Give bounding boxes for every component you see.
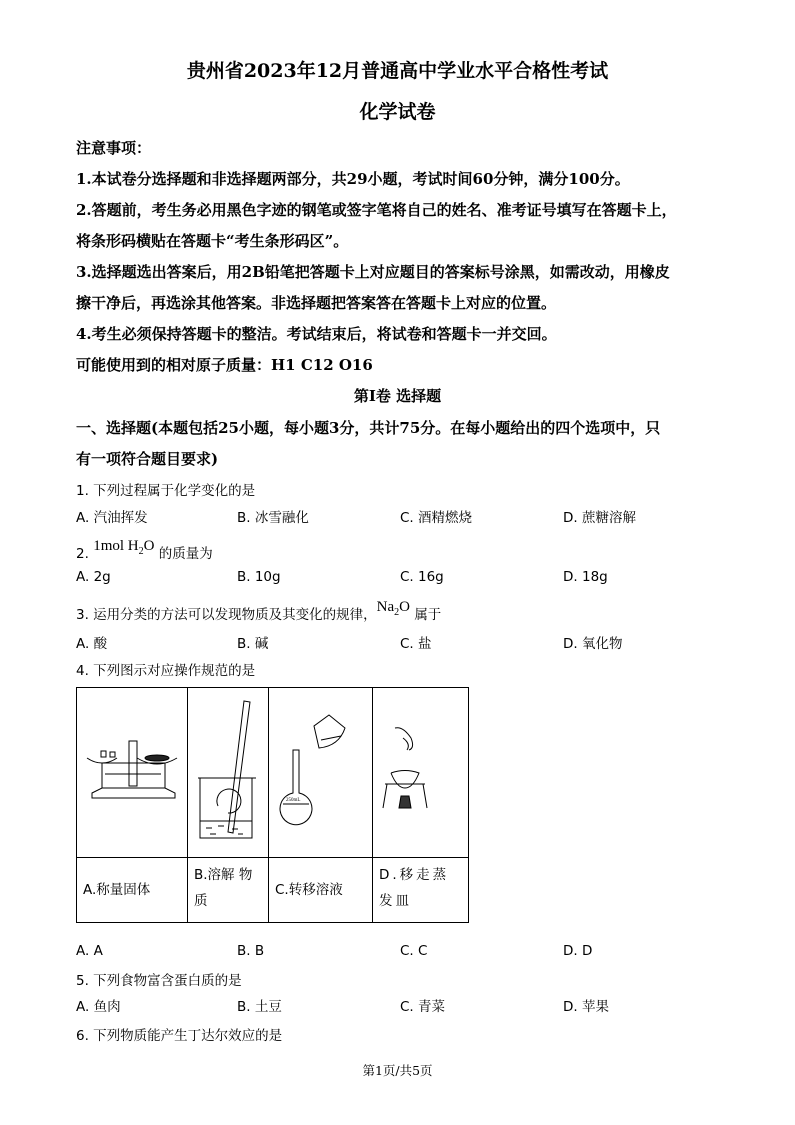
question-3-stem [76, 599, 442, 626]
option: A. 2g [76, 569, 111, 585]
option: A. 汽油挥发 [76, 510, 148, 526]
formula-part: 1mol H [93, 538, 139, 554]
formula-part: O [143, 538, 155, 554]
part-heading: 有一项符合题目要求) [76, 450, 219, 468]
notice-line: 擦干净后，再选涂其他答案。非选择题把答案答在答题卡上对应的位置。 [76, 294, 557, 312]
question-5-stem: 5. 下列食物富含蛋白质的是 [76, 973, 242, 989]
option: C. 16g [400, 569, 444, 585]
question-4-stem: 4. 下列图示对应操作规范的是 [76, 663, 256, 679]
formula-part: O [399, 599, 411, 615]
caption-d: D.移走蒸发皿 [373, 858, 469, 923]
stem-text: 属于 [414, 607, 442, 623]
question-6-stem: 6. 下列物质能产生丁达尔效应的是 [76, 1028, 283, 1044]
option: B. 碱 [237, 636, 269, 652]
option: D. 氧化物 [563, 636, 623, 652]
notice-line: 将条形码横贴在答题卡“考生条形码区”。 [76, 232, 349, 250]
formula [93, 538, 155, 557]
caption-a: A.称量固体 [77, 858, 188, 923]
option: A. A [76, 943, 103, 959]
beaker-stir-icon [188, 688, 268, 853]
beaker-figure [188, 688, 269, 858]
option: D. 苹果 [563, 999, 609, 1015]
stem-text: 的质量为 [158, 546, 213, 562]
atomic-mass-line: 可能使用到的相对原子质量：H1 C12 O16 [76, 356, 373, 374]
balance-figure [77, 688, 188, 858]
question-2-stem [76, 538, 213, 565]
option: B. 冰雪融化 [237, 510, 309, 526]
formula [376, 599, 411, 618]
option: D. D [563, 943, 593, 959]
exam-title: 贵州省2023年12月普通高中学业水平合格性考试 [186, 60, 609, 82]
notice-line: 1.本试卷分选择题和非选择题两部分，共29小题，考试时间60分钟，满分100分。 [76, 170, 630, 188]
option: C. 盐 [400, 636, 432, 652]
option: D. 18g [563, 569, 608, 585]
flask-figure [269, 688, 373, 858]
exam-subtitle: 化学试卷 [359, 101, 436, 123]
option: B. B [237, 943, 265, 959]
stem-text: 3. 运用分类的方法可以发现物质及其变化的规律， [76, 607, 377, 623]
option: A. 酸 [76, 636, 108, 652]
balance-scale-icon [77, 688, 187, 853]
option: B. 10g [237, 569, 281, 585]
notice-line: 4.考生必须保持答题卡的整洁。考试结束后，将试卷和答题卡一并交回。 [76, 325, 557, 343]
section-title: 第Ⅰ卷 选择题 [353, 387, 442, 405]
option: C. 酒精燃烧 [400, 510, 473, 526]
option: C. C [400, 943, 428, 959]
evaporating-dish-icon [373, 688, 468, 853]
option: A. 鱼肉 [76, 999, 121, 1015]
part-heading: 一、选择题(本题包括25小题，每小题3分，共计75分。在每小题给出的四个选项中，只 [76, 419, 661, 437]
caption-c: C.转移溶液 [269, 858, 373, 923]
evaporating-dish-figure [373, 688, 469, 858]
option: C. 青菜 [400, 999, 446, 1015]
caption-b: B.溶解 物质 [188, 858, 269, 923]
flask-volume-label: 250mL [286, 798, 301, 803]
operations-table [76, 687, 469, 923]
formula-part: Na [376, 599, 395, 615]
option: D. 蔗糖溶解 [563, 510, 636, 526]
volumetric-flask-icon [269, 688, 372, 853]
page-footer: 第1页/共5页 [362, 1063, 433, 1078]
notice-heading: 注意事项： [76, 139, 152, 157]
formula-subscript: 2 [394, 607, 400, 618]
question-number: 2. [76, 546, 89, 562]
formula-subscript: 2 [138, 546, 144, 557]
option: B. 土豆 [237, 999, 282, 1015]
notice-line: 3.选择题选出答案后，用2B铅笔把答题卡上对应题目的答案标号涂黑，如需改动，用橡皮 [76, 263, 670, 281]
notice-line: 2.答题前，考生务必用黑色字迹的钢笔或签字笔将自己的姓名、准考证号填写在答题卡上， [76, 201, 677, 219]
question-1-stem: 1. 下列过程属于化学变化的是 [76, 483, 256, 499]
